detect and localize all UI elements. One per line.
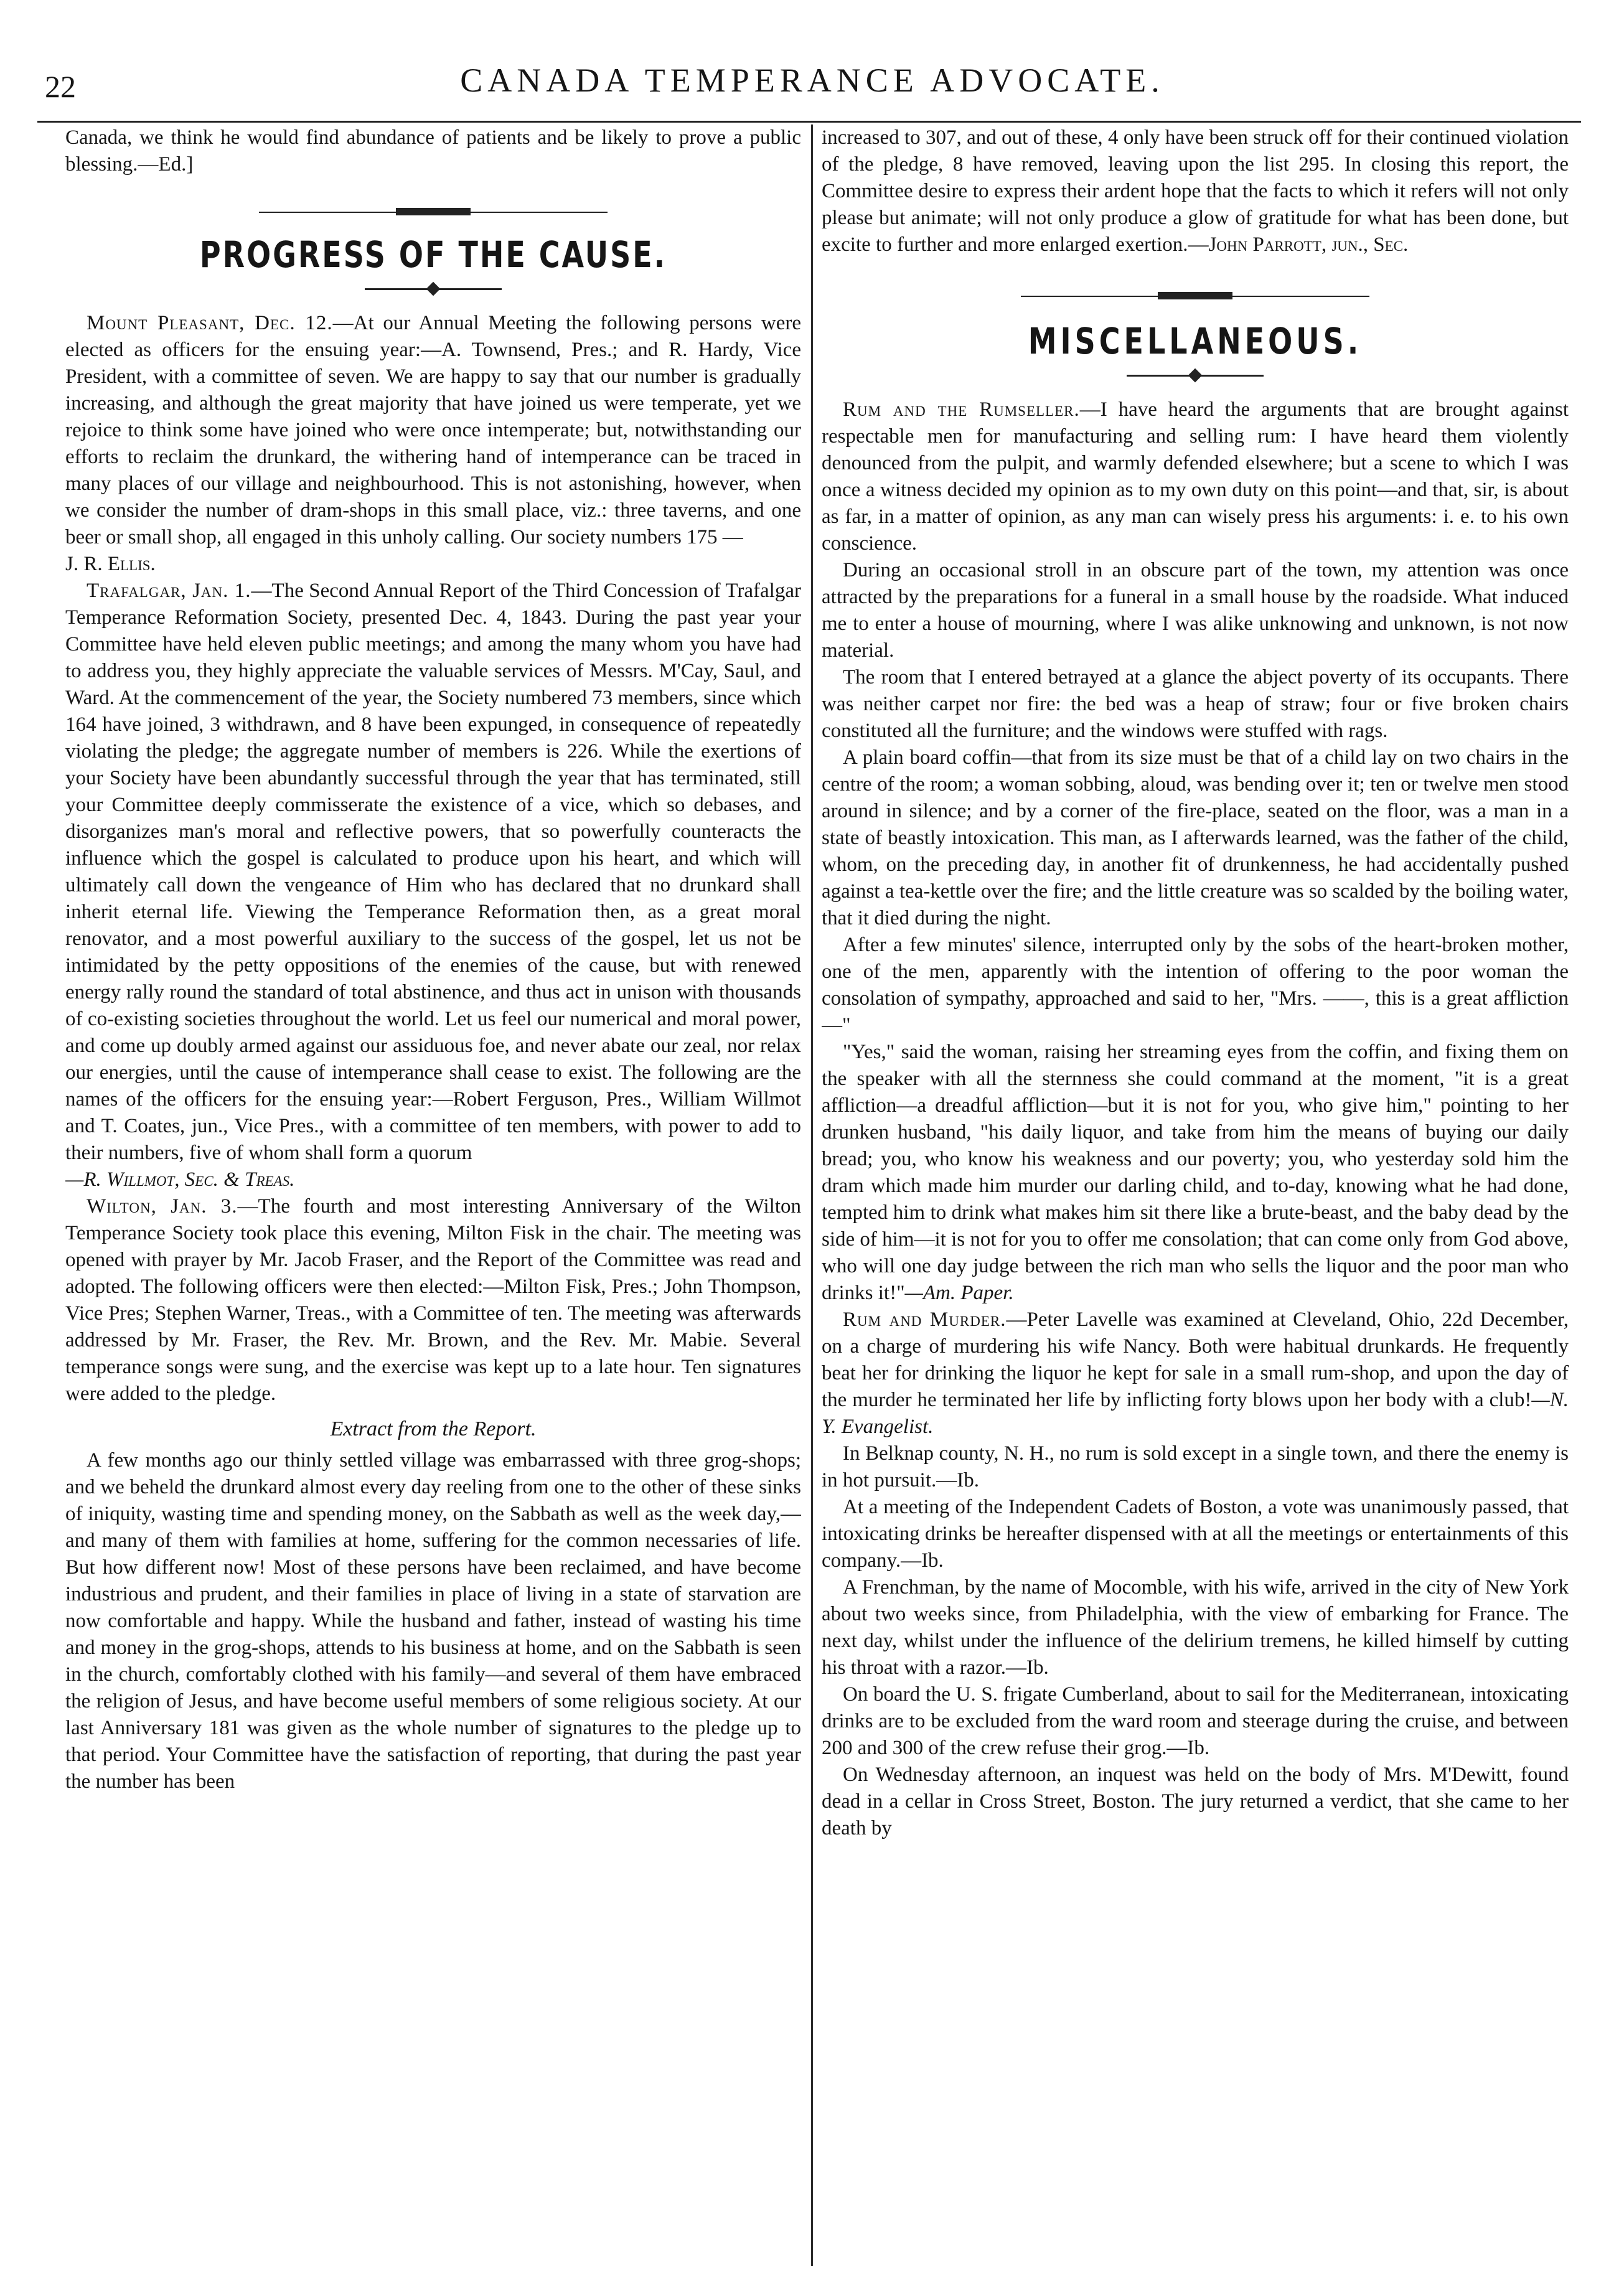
- subheading-extract: Extract from the Report.: [330, 1417, 537, 1440]
- place-heading: Wilton, Jan. 3.: [87, 1195, 238, 1218]
- news-item: On board the U. S. frigate Cumberland, about to sail for the Mediterranean, intoxicating drinks are to be excluded from the ward room and steerage during the cruise, and between 200 and 300 of the crew refuse their grog.—Ib.: [822, 1683, 1569, 1759]
- article-heading: Rum and Murder.: [843, 1308, 1007, 1331]
- article-paragraph: "Yes," said the woman, raising her streaming eyes from the coffin, and fixing them on the speaker with all the sternness she could command at the moment, "it is a great affliction—a dreadful affliction—but it is not for you, who give him," pointing to her drunken husband, "his daily liquor, and take from him the means of buying our daily bread; you, who know his weakness and our poverty; you, who yesterday sold him the dram which made him murder our darling child, and to-day, knowing what he had done, tempted him to drink what makes him sit there like a brute-beast, and the baby dead by the side of him—it is not for you to offer me consolation; that can come only from God above, who will one day judge between the rich man who sells the liquor and the poor man who drinks it!"—Am. Paper.: [822, 1041, 1569, 1304]
- running-title: CANADA TEMPERANCE ADVOCATE.: [460, 62, 1165, 99]
- report-wilton: Wilton, Jan. 3.—The fourth and most interesting Anniversary of the Wilton Temperance Society took place this evening, Milton Fisk in the chair. The meeting was opened with prayer by Mr. Jacob Fraser, and the Report of the Committee was read and adopted. The following officers were then elected:—Milton Fisk, Pres.; John Thompson, Vice Pres; Stephen Warner, Treas., with a Committee of ten. The meeting was afterwards addressed by Mr. Fraser, the Rev. Mr. Brown, and the Rev. Mr. Mabie. Several temperance songs were sung, and the exercise was kept up to a late hour. Ten signatures were added to the pledge.: [65, 1195, 801, 1405]
- ornament-rule: [259, 203, 608, 222]
- extract-paragraph: A few months ago our thinly settled village was embarrassed with three grog-shops; and we beheld the drunkard almost every day reeling from one to the other of these sinks of iniquity, wasting time and spending money, on the Sabbath as well as the week day,—and many of them with families at home, suffering for the common necessaries of life. But how different now! Most of these persons have been reclaimed, and have become industrious and prudent, and their families in place of living in a state of starvation are now comfortable and happy. While the husband and father, instead of wasting his time and money in the grog-shops, attends to his business at home, and on the Sabbath is seen in the church, comfortably clothed with his family—and several of them have embraced the religion of Jesus, and have become useful members of some religious society. At our last Anniversary 181 was given as the whole number of signatures to the pledge up to that period. Your Committee have the satisfaction of reporting, that during the past year the number has been: [65, 1449, 801, 1793]
- place-heading: Mount Pleasant, Dec. 12.: [87, 312, 333, 334]
- article-paragraph: During an occasional stroll in an obscure part of the town, my attention was once attracted by the preparations for a funeral in a small house by the roadside. What induced me to enter a house of mourning, where I was alike unknowing and unknown, is not now material.: [822, 559, 1569, 662]
- news-item: At a meeting of the Independent Cadets of Boston, a vote was unanimously passed, that intoxicating drinks be hereafter dispensed with at all the meetings or entertainments of this company.—Ib.: [822, 1496, 1569, 1572]
- news-item: A Frenchman, by the name of Mocomble, with his wife, arrived in the city of New York about two weeks since, from Philadelphia, with the view of embarking for France. The next day, whilst under the influence of the delirium tremens, he killed himself by cutting his throat with a razor.—Ib.: [822, 1576, 1569, 1679]
- article-paragraph: A plain board coffin—that from its size must be that of a child lay on two chairs in the centre of the room; a woman sobbing, aloud, was bending over it; ten or twelve men stood around in silence; and by a corner of the fire-place, seated on the floor, was a man in a state of beastly intoxication. This man, as I afterwards learned, was the father of the child, whom, on the preceding day, in another fit of drunkenness, he had accidentally pushed against a tea-kettle over the fire; and the little creature was so scalded by the boiling water, that it died during the night.: [822, 746, 1569, 929]
- section-title-miscellaneous: MISCELLANEOUS.: [1028, 320, 1363, 362]
- report-trafalgar: Trafalgar, Jan. 1.—The Second Annual Report of the Third Concession of Trafalgar Temperance Reformation Society, presented Dec. 4, 1843. During the past year your Committee have held eleven public meetings; and among the many whom you have had to address you, they highly appreciate the valuable services of Messrs. M'Cay, Saul, and Ward. At the commencement of the year, the Society numbered 73 members, since which 164 have joined, 3 withdrawn, and 8 have been expunged, in consequence of repeatedly violating the pledge; the aggregate number of members is 226. While the exertions of your Society have been abundantly successful through the year that has terminated, still your Committee deeply commisserate the existence of a vice, which so debases, and disorganizes man's moral and reflective powers, that so powerfully counteracts the influence which the gospel is calculated to produce upon his heart, and which will ultimately call down the vengeance of Him who has declared that no drunkard shall inherit eternal life. Viewing the Temperance Reformation then, as a great moral renovator, and a most powerful auxiliary to the success of the gospel, let us not be intimidated by the petty oppositions of the enemies of the cause, but with renewed energy rally round the standard of total abstinence, and thus act in unison with thousands of co-existing societies throughout the world. Let us feel our numerical and moral power, and come up doubly armed against our assiduous foe, and never abate our zeal, nor relax our energies, until the cause of intemperance shall cease to exist. The following are the names of the officers for the ensuing year:—Robert Ferguson, Pres., William Willmot and T. Coates, jun., Vice Pres., with a committee of ten members, with power to add to their numbers, five of whom shall form a quorum: [65, 580, 801, 1164]
- intro-paragraph: Canada, we think he would find abundance of patients and be likely to prove a public blessing.—Ed.]: [65, 126, 801, 176]
- report-mount-pleasant: Mount Pleasant, Dec. 12.—At our Annual Meeting the following persons were elected as officers for the ensuing year:—A. Townsend, Pres.; and R. Hardy, Vice President, with a committee of seven. We are happy to say that our number is gradually increasing, and although the great majority that have joined us were temperate, yet we rejoice to think some have joined who were once intemperate; but, notwithstanding our efforts to reclaim the drunkard, the withering hand of intemperance can be traced in many places of our village and neighbourhood. This is not astonishing, however, when we consider the number of dram-shops in this small place, viz.: three taverns, and one beer or small shop, all engaged in this unholy calling. Our society numbers 175 —: [65, 312, 801, 548]
- continuation-paragraph: increased to 307, and out of these, 4 only have been struck off for their continued violation of the pledge, 8 have removed, leaving upon the list 295. In closing this report, the Committee desire to express their ardent hope that the facts to which it refers will not only please but animate; will not only produce a glow of gratitude for what has been done, but excite to further and more enlarged exertion.—John Parrott, jun., Sec.: [822, 126, 1569, 256]
- article-paragraph: After a few minutes' silence, interrupted only by the sobs of the heart-broken mother, one of the men, apparently with the intention of offering to the poor woman the consolation of sympathy, approached and said to her, "Mrs. ——, this is a great affliction—": [822, 934, 1569, 1036]
- news-item: On Wednesday afternoon, an inquest was held on the body of Mrs. M'Dewitt, found dead in a cellar in Cross Street, Boston. The jury returned a verdict, that she came to her death by: [822, 1763, 1569, 1839]
- place-heading: Trafalgar, Jan. 1.: [87, 580, 251, 602]
- ornament-diamond: [365, 280, 502, 299]
- signature: —R. Willmot, Sec. & Treas.: [65, 1168, 295, 1191]
- news-item: In Belknap county, N. H., no rum is sold except in a single town, and there the enemy is in hot pursuit.—Ib.: [822, 1442, 1569, 1491]
- page-header: [37, 54, 1587, 110]
- article-paragraph: The room that I entered betrayed at a glance the abject poverty of its occupants. There was neither carpet nor fire: the bed was a heap of straw; four or five broken chairs constituted all the furniture; and the windows were stuffed with rags.: [822, 666, 1569, 742]
- article-heading: Rum and the Rumseller.: [843, 398, 1080, 421]
- article-rum-and-murder: Rum and Murder.—Peter Lavelle was examined at Cleveland, Ohio, 22d December, on a charge of murdering his wife Nancy. Both were habitual drunkards. He frequently beat her for drinking the liquor he kept for sale in a small rum-shop, and upon the day of the murder he terminated her life by inflicting forty blows upon her body with a club!—N. Y. Evangelist.: [822, 1308, 1569, 1438]
- article-rum-and-rumseller: Rum and the Rumseller.—I have heard the arguments that are brought against respectable men for manufacturing and selling rum: I have heard them violently denounced from the pulpit, and warmly defended elsewhere; but a scene to which I was once a witness decided my opinion as to my own duty on this point—and that, sir, is about as far, in a matter of opinion, as any man can wisely press his arguments: i. e. to his own conscience.: [822, 398, 1569, 555]
- right-column: [822, 124, 1569, 2260]
- ornament-rule: [1021, 287, 1369, 306]
- section-title-progress: PROGRESS OF THE CAUSE.: [199, 233, 667, 276]
- left-column: [65, 124, 801, 2260]
- column-divider: [811, 124, 813, 2266]
- signature: J. R. Ellis.: [65, 553, 156, 575]
- page-number: 22: [45, 69, 76, 104]
- header-rule: [37, 121, 1581, 123]
- ornament-diamond: [1127, 367, 1264, 385]
